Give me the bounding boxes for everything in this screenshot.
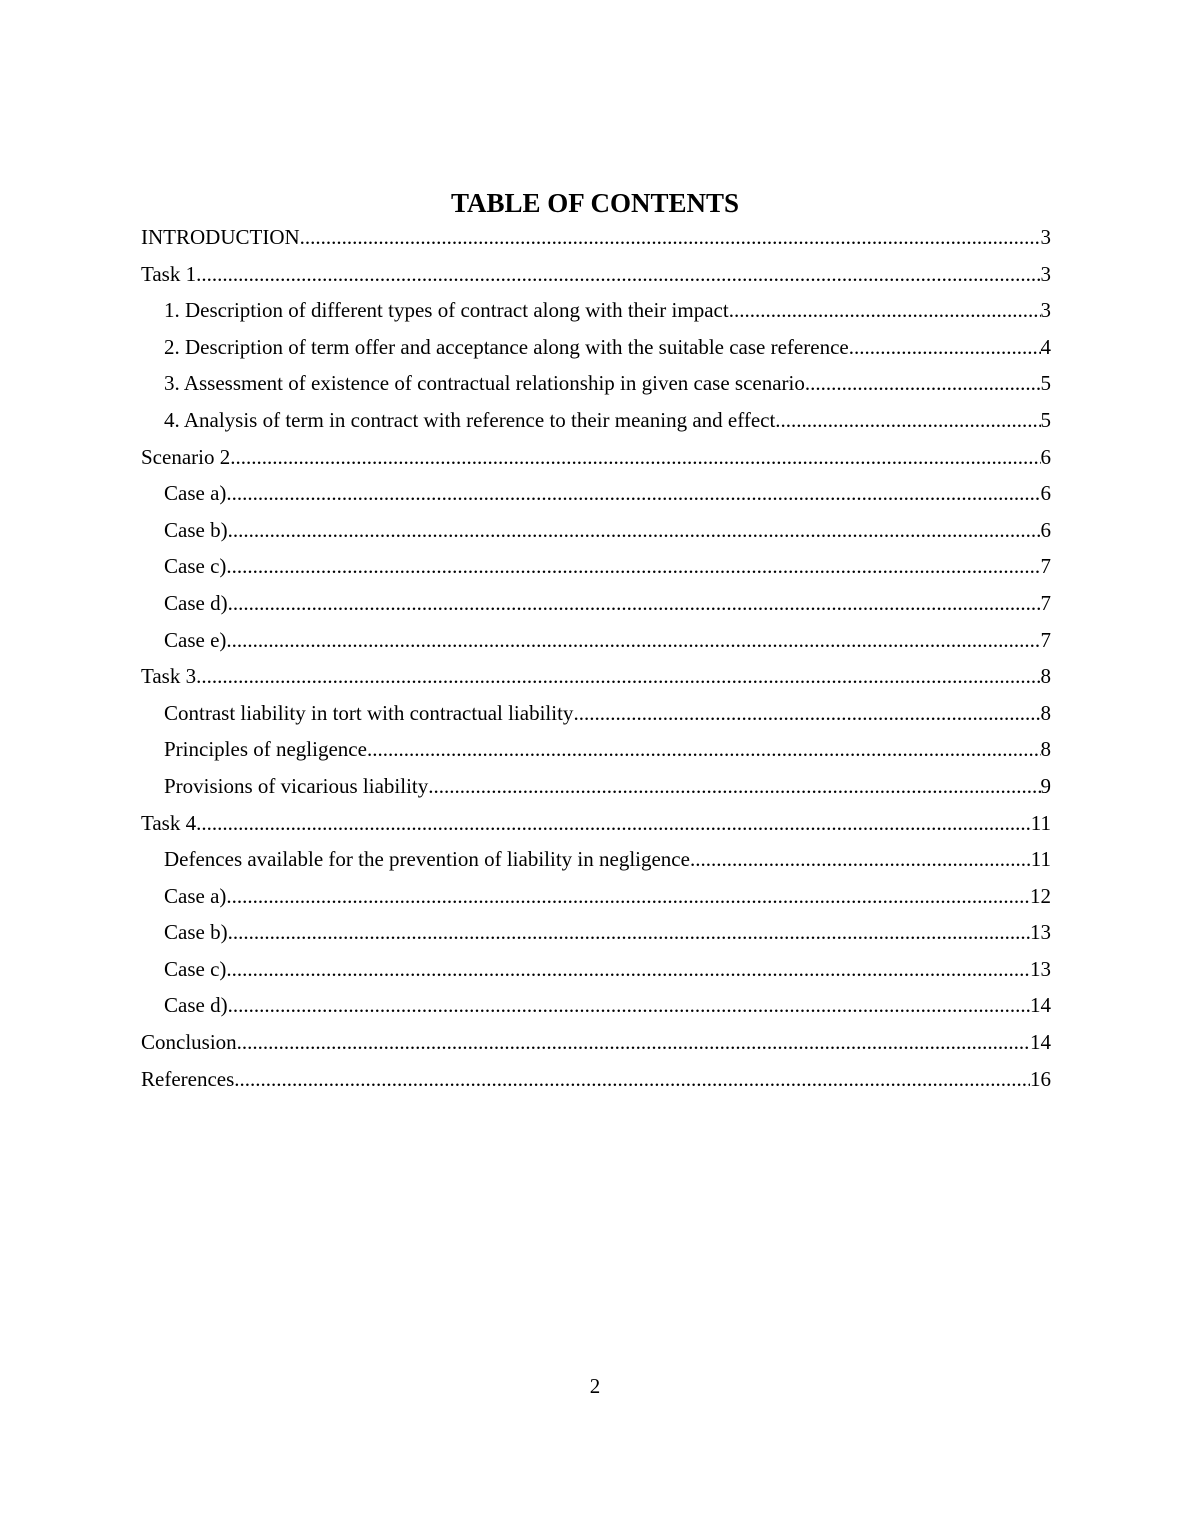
toc-entry-page: 6 [1040, 481, 1051, 506]
toc-dot-leader [367, 731, 1041, 768]
toc-entry[interactable] [141, 548, 1051, 585]
toc-entry-label: Defences available for the prevention of liability in negligence [164, 847, 690, 872]
toc-dot-leader [196, 658, 1040, 695]
toc-entry-page: 8 [1040, 737, 1051, 762]
toc-entry-page: 8 [1040, 664, 1051, 689]
toc-entry-label: 2. Description of term offer and acceptance along with the suitable case reference [164, 334, 849, 359]
toc-entry-label: References [141, 1066, 235, 1091]
toc-entry-label: 4. Analysis of term in contract with reference to their meaning and effect [164, 407, 776, 432]
toc-entry-label: Case c) [164, 554, 227, 579]
toc-entry-label: Task 3 [141, 664, 197, 689]
toc-dot-leader [228, 512, 1041, 549]
toc-entry[interactable] [141, 622, 1051, 659]
toc-dot-leader [690, 841, 1031, 878]
toc-entry[interactable] [141, 658, 1051, 695]
toc-dot-leader [805, 365, 1041, 402]
toc-entry-label: Task 1 [141, 261, 197, 286]
toc-entry-page: 8 [1040, 700, 1051, 725]
toc-entry-page: 11 [1030, 847, 1051, 872]
toc-entry-page: 6 [1040, 444, 1051, 469]
toc-entry-page: 3 [1040, 261, 1051, 286]
toc-dot-leader [300, 219, 1041, 256]
toc-entry-label: 3. Assessment of existence of contractual relationship in given case scenario [164, 371, 805, 396]
toc-entry[interactable] [141, 805, 1051, 842]
toc-dot-leader [849, 329, 1041, 366]
toc-entry[interactable] [141, 402, 1051, 439]
toc-dot-leader [573, 695, 1040, 732]
toc-entry[interactable] [141, 475, 1051, 512]
toc-entry-page: 7 [1040, 590, 1051, 615]
toc-entry-label: Case a) [164, 883, 227, 908]
toc-entry-page: 16 [1030, 1066, 1051, 1091]
toc-entry[interactable] [141, 439, 1051, 476]
toc-entry-page: 14 [1030, 993, 1051, 1018]
toc-dot-leader [775, 402, 1040, 439]
toc-entry-page: 3 [1040, 225, 1051, 249]
toc-entry-page: 14 [1030, 1030, 1051, 1055]
toc-entry[interactable] [141, 256, 1051, 293]
toc-dot-leader [230, 439, 1040, 476]
toc-entry[interactable] [141, 987, 1051, 1024]
toc-dot-leader [729, 292, 1041, 329]
toc-entry[interactable] [141, 512, 1051, 549]
toc-entry[interactable] [141, 768, 1051, 805]
toc-entry[interactable] [141, 841, 1051, 878]
toc-entry-page: 6 [1040, 517, 1051, 542]
toc-dot-leader [196, 256, 1040, 293]
toc-entry-label: Case b) [164, 920, 228, 945]
toc-dot-leader [226, 548, 1040, 585]
toc-dot-leader [228, 585, 1041, 622]
toc-entry[interactable] [141, 219, 1051, 256]
toc-entry-label: Case d) [164, 993, 228, 1018]
toc-entry[interactable] [141, 365, 1051, 402]
toc-entry-page: 7 [1040, 554, 1051, 579]
toc-entry-page: 5 [1040, 407, 1051, 432]
toc-dot-leader [228, 914, 1030, 951]
toc-entry-label: Scenario 2 [141, 444, 231, 469]
toc-dot-leader [226, 475, 1040, 512]
toc-dot-leader [237, 1024, 1030, 1061]
page-number: 2 [589, 1374, 601, 1398]
toc-entry-page: 13 [1030, 920, 1051, 945]
toc-entry-page: 9 [1040, 773, 1051, 798]
toc-entry-label: Case b) [164, 517, 228, 542]
toc-title: TABLE OF CONTENTS [450, 188, 740, 218]
toc-entry-page: 7 [1040, 627, 1051, 652]
toc-entry-page: 3 [1040, 298, 1051, 323]
toc-entry-label: Principles of negligence [164, 737, 367, 762]
toc-entry[interactable] [141, 731, 1051, 768]
toc-dot-leader [234, 1061, 1030, 1098]
toc-entry-page: 12 [1030, 883, 1051, 908]
toc-entry-label: Contrast liability in tort with contractual liability [164, 700, 574, 725]
toc-dot-leader [226, 622, 1040, 659]
toc-entry-label: 1. Description of different types of contract along with their impact [164, 298, 729, 323]
toc-dot-leader [196, 805, 1031, 842]
toc-entry-label: Case d) [164, 590, 228, 615]
toc-entry[interactable] [141, 878, 1051, 915]
toc-dot-leader [228, 987, 1030, 1024]
toc-entry-label: Conclusion [141, 1030, 237, 1055]
toc-entry[interactable] [141, 329, 1051, 366]
toc-entry-page: 13 [1030, 956, 1051, 981]
toc-entry-label: Case c) [164, 956, 227, 981]
toc-entry[interactable] [141, 914, 1051, 951]
toc-entry-label: Case a) [164, 481, 227, 506]
toc-entry-page: 11 [1030, 810, 1051, 835]
toc-entry-label: Provisions of vicarious liability [164, 773, 429, 798]
toc-dot-leader [428, 768, 1040, 805]
toc-entry-page: 4 [1040, 334, 1051, 359]
toc-entry[interactable] [141, 585, 1051, 622]
toc-entry-page: 5 [1040, 371, 1051, 396]
toc-dot-leader [226, 951, 1030, 988]
toc-entry[interactable] [141, 292, 1051, 329]
toc-list [141, 219, 1051, 1097]
toc-entry[interactable] [141, 1061, 1051, 1098]
toc-entry[interactable] [141, 695, 1051, 732]
toc-entry-label: INTRODUCTION [141, 225, 300, 249]
toc-entry[interactable] [141, 1024, 1051, 1061]
toc-entry-label: Task 4 [141, 810, 197, 835]
toc-dot-leader [226, 878, 1030, 915]
toc-entry[interactable] [141, 951, 1051, 988]
toc-entry-label: Case e) [164, 627, 227, 652]
